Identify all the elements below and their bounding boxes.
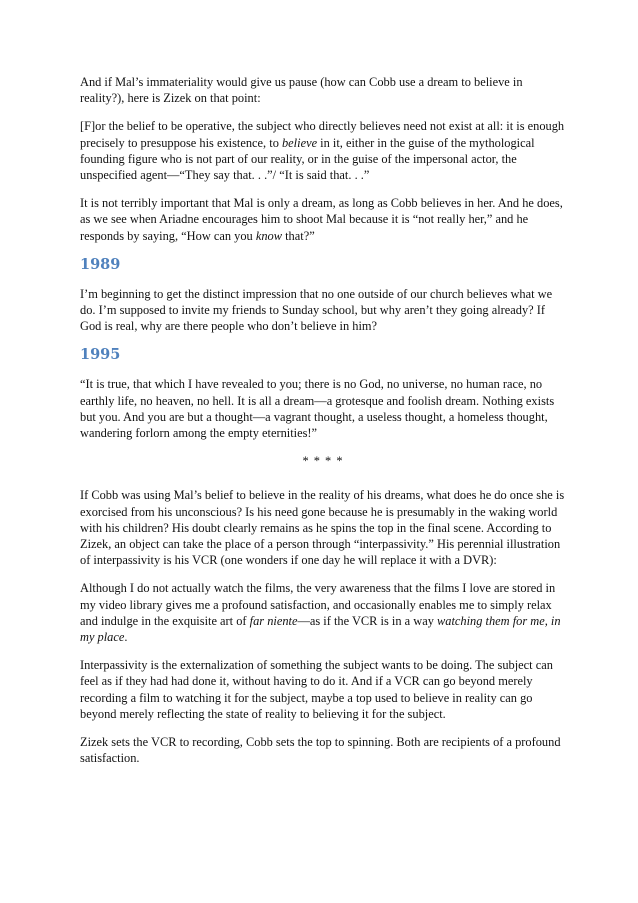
paragraph-intro: And if Mal’s immateriality would give us pause (how can Cobb use a dream to believe in reality?), here is Zizek on that point: xyxy=(80,75,523,106)
paragraph-text: It is not terribly important that Mal is only a dream, as long as Cobb believes in her. And he does, as we see when Ariadne encourages him to shoot Mal because it is “not really her,” and he responds by saying, “How can you xyxy=(80,196,563,243)
paragraph-interpassivity-definition: Interpassivity is the externalization of something the subject wants to be doing. The subject can feel as if they had had done it, without having to do it. And if a VCR can go beyond merely recording a film to watching it for the subject, maybe a top used to believe in reality can go beyond merely reflecting the state of reality to believing it for the subject. xyxy=(80,658,553,721)
emphasis-far-niente: far niente xyxy=(249,613,298,628)
heading-1989: 1989 xyxy=(80,255,121,273)
quote-vcr xyxy=(80,580,566,645)
paragraph-text: that?” xyxy=(282,228,315,243)
heading-1995: 1995 xyxy=(80,346,121,364)
quote-text: —as if the VCR is in a way xyxy=(297,613,437,628)
quote-text: Although I do not actually watch the films, the very awareness that the films I love are stored in my video library gives me a profound satisfaction, and occasionally enables me to simply relax and indulge in the exquisite art of xyxy=(80,581,556,628)
quote-text: . xyxy=(124,630,128,645)
quote-1995: “It is true, that which I have revealed to you; there is no God, no universe, no human race, no earthly life, no heaven, no hell. It is all a dream—a grotesque and foolish dream. Nothing exists but you. And you are but a thought—a vagrant thought, a useless thought, a homeless thought, wandering forlorn among the empty eternities!” xyxy=(80,377,555,441)
section-separator: * * * * xyxy=(302,454,344,469)
paragraph-mal xyxy=(80,195,566,244)
quote-text: in it, either in the guise of the mythological founding figure who is not part of our reality, or in the guise of the impersonal actor, the unspecified agent—“They say that. . .”/ “It is said that. . .” xyxy=(80,135,535,183)
emphasis-watching: watching them for me, in my place xyxy=(80,613,561,645)
emphasis-know: know xyxy=(255,228,283,243)
document-page xyxy=(80,74,566,779)
quote-zizek-belief xyxy=(80,118,566,183)
emphasis-believe: believe xyxy=(281,135,318,150)
paragraph-conclusion: Zizek sets the VCR to recording, Cobb sets the top to spinning. Both are recipients of a profound satisfaction. xyxy=(80,735,561,766)
paragraph-1989: I’m beginning to get the distinct impression that no one outside of our church believes what we do. I’m supposed to invite my friends to Sunday school, but why aren’t they going already? If God is real, why are there people who don’t believe in him? xyxy=(80,286,553,334)
paragraph-interpassivity-intro: If Cobb was using Mal’s belief to believe in the reality of his dreams, what does he do once she is exorcised from his unconscious? Is his need gone because he is presumably in the waking world with his children? His doubt clearly remains as he spins the top in the final scene. According to Zizek, an object can take the place of a person through “interpassivity.” His perennial illustration of interpassivity is his VCR (one wonders if one day he will replace it with a DVR): xyxy=(80,488,565,568)
quote-text: [F]or the belief to be operative, the subject who directly believes need not exist at all: it is enough precisely to presuppose his existence, to xyxy=(80,119,565,150)
